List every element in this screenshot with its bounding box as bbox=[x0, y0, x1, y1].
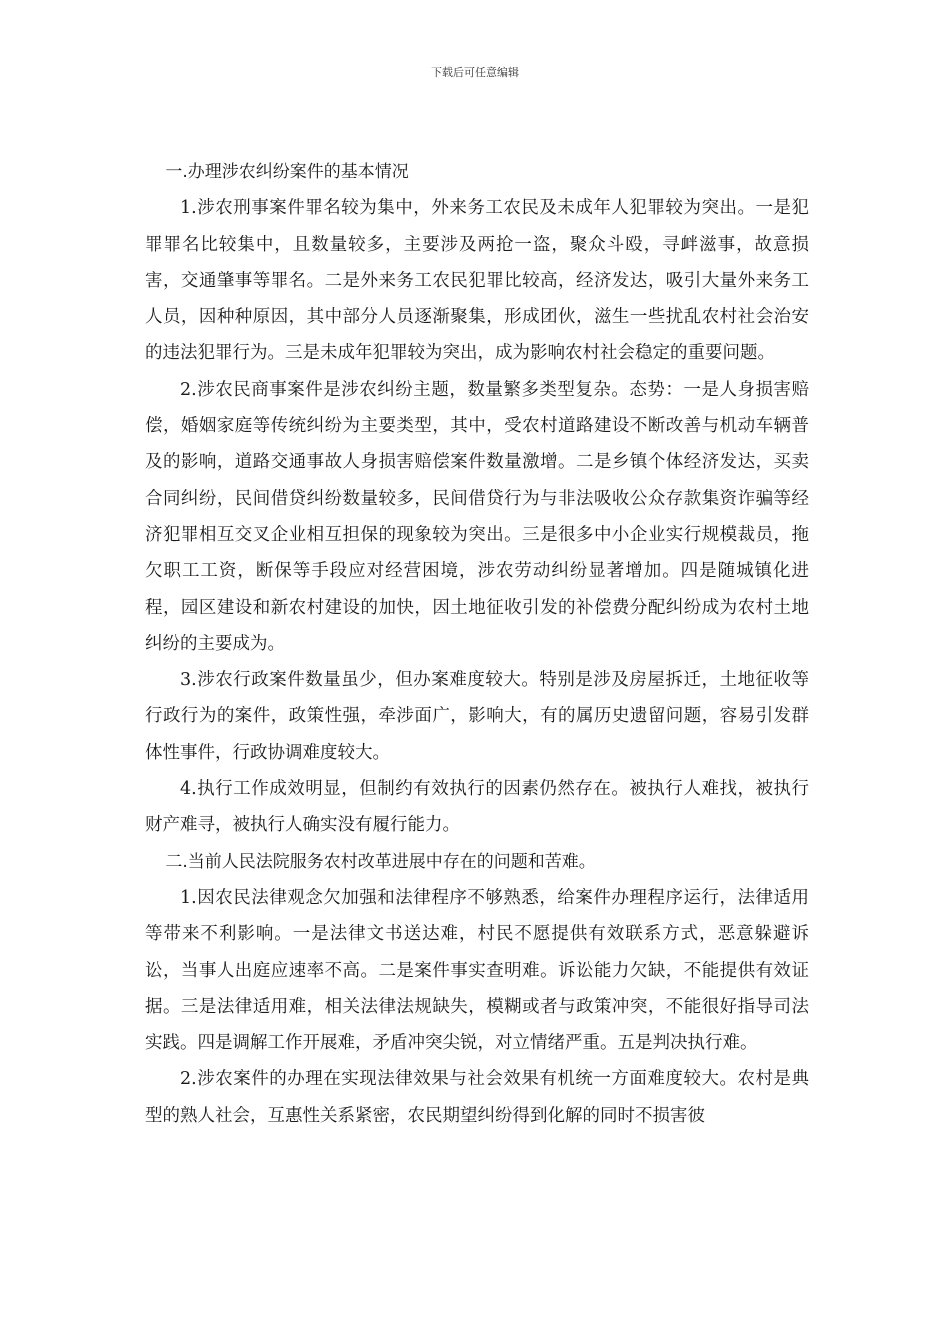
document-body bbox=[145, 154, 809, 1134]
paragraph-1-3: 3.涉农行政案件数量虽少，但办案难度较大。特别是涉及房屋拆迁，土地征收等行政行为的案件，政策性强，牵涉面广，影响大，有的属历史遗留问题，容易引发群体性事件，行政协调难度较大。 bbox=[145, 670, 809, 763]
paragraph-1-1: 1.涉农刑事案件罪名较为集中，外来务工农民及未成年人犯罪较为突出。一是犯罪罪名比较集中，且数量较多，主要涉及两抢一盗，聚众斗殴，寻衅滋事，故意损害，交通肇事等罪名。二是外来务工农民犯罪比较高，经济发达，吸引大量外来务工人员，因种种原因，其中部分人员逐渐聚集，形成团伙，滋生一些扰乱农村社会治安的违法犯罪行为。三是未成年犯罪较为突出，成为影响农村社会稳定的重要问题。 bbox=[145, 198, 809, 364]
header-note: 下载后可任意编辑 bbox=[431, 66, 519, 79]
paragraph-1-4: 4.执行工作成效明显，但制约有效执行的因素仍然存在。被执行人难找，被执行财产难寻，被执行人确实没有履行能力。 bbox=[145, 779, 809, 836]
section-title-1: 一.办理涉农纠纷案件的基本情况 bbox=[165, 162, 409, 182]
section-title-2: 二.当前人民法院服务农村改革进展中存在的问题和苦难。 bbox=[165, 851, 596, 872]
paragraph-1-2: 2.涉农民商事案件是涉农纠纷主题，数量繁多类型复杂。态势：一是人身损害赔偿，婚姻家庭等传统纠纷为主要类型，其中，受农村道路建设不断改善与机动车辆普及的影响，道路交通事故人身损害赔偿案件数量激增。二是乡镇个体经济发达，买卖合同纠纷，民间借贷纠纷数量较多，民间借贷行为与非法吸收公众存款集资诈骗等经济犯罪相互交叉企业相互担保的现象较为突出。三是很多中小企业实行规模裁员，拖欠职工工资，断保等手段应对经营困境，涉农劳动纠纷显著增加。四是随城镇化进程，园区建设和新农村建设的加快，因土地征收引发的补偿费分配纠纷成为农村土地纠纷的主要成为。 bbox=[145, 379, 809, 654]
paragraph-2-2: 2.涉农案件的办理在实现法律效果与社会效果有机统一方面难度较大。农村是典型的熟人社会，互惠性关系紧密，农民期望纠纷得到化解的同时不损害彼 bbox=[145, 1069, 809, 1126]
paragraph-2-1: 1.因农民法律观念欠加强和法律程序不够熟悉，给案件办理程序运行，法律适用等带来不利影响。一是法律文书送达难，村民不愿提供有效联系方式，恶意躲避诉讼，当事人出庭应速率不高。二是案件事实查明难。诉讼能力欠缺，不能提供有效证据。三是法律适用难，相关法律法规缺失，模糊或者与政策冲突，不能很好指导司法实践。四是调解工作开展难，矛盾冲突尖锐，对立情绪严重。五是判决执行难。 bbox=[145, 887, 809, 1054]
